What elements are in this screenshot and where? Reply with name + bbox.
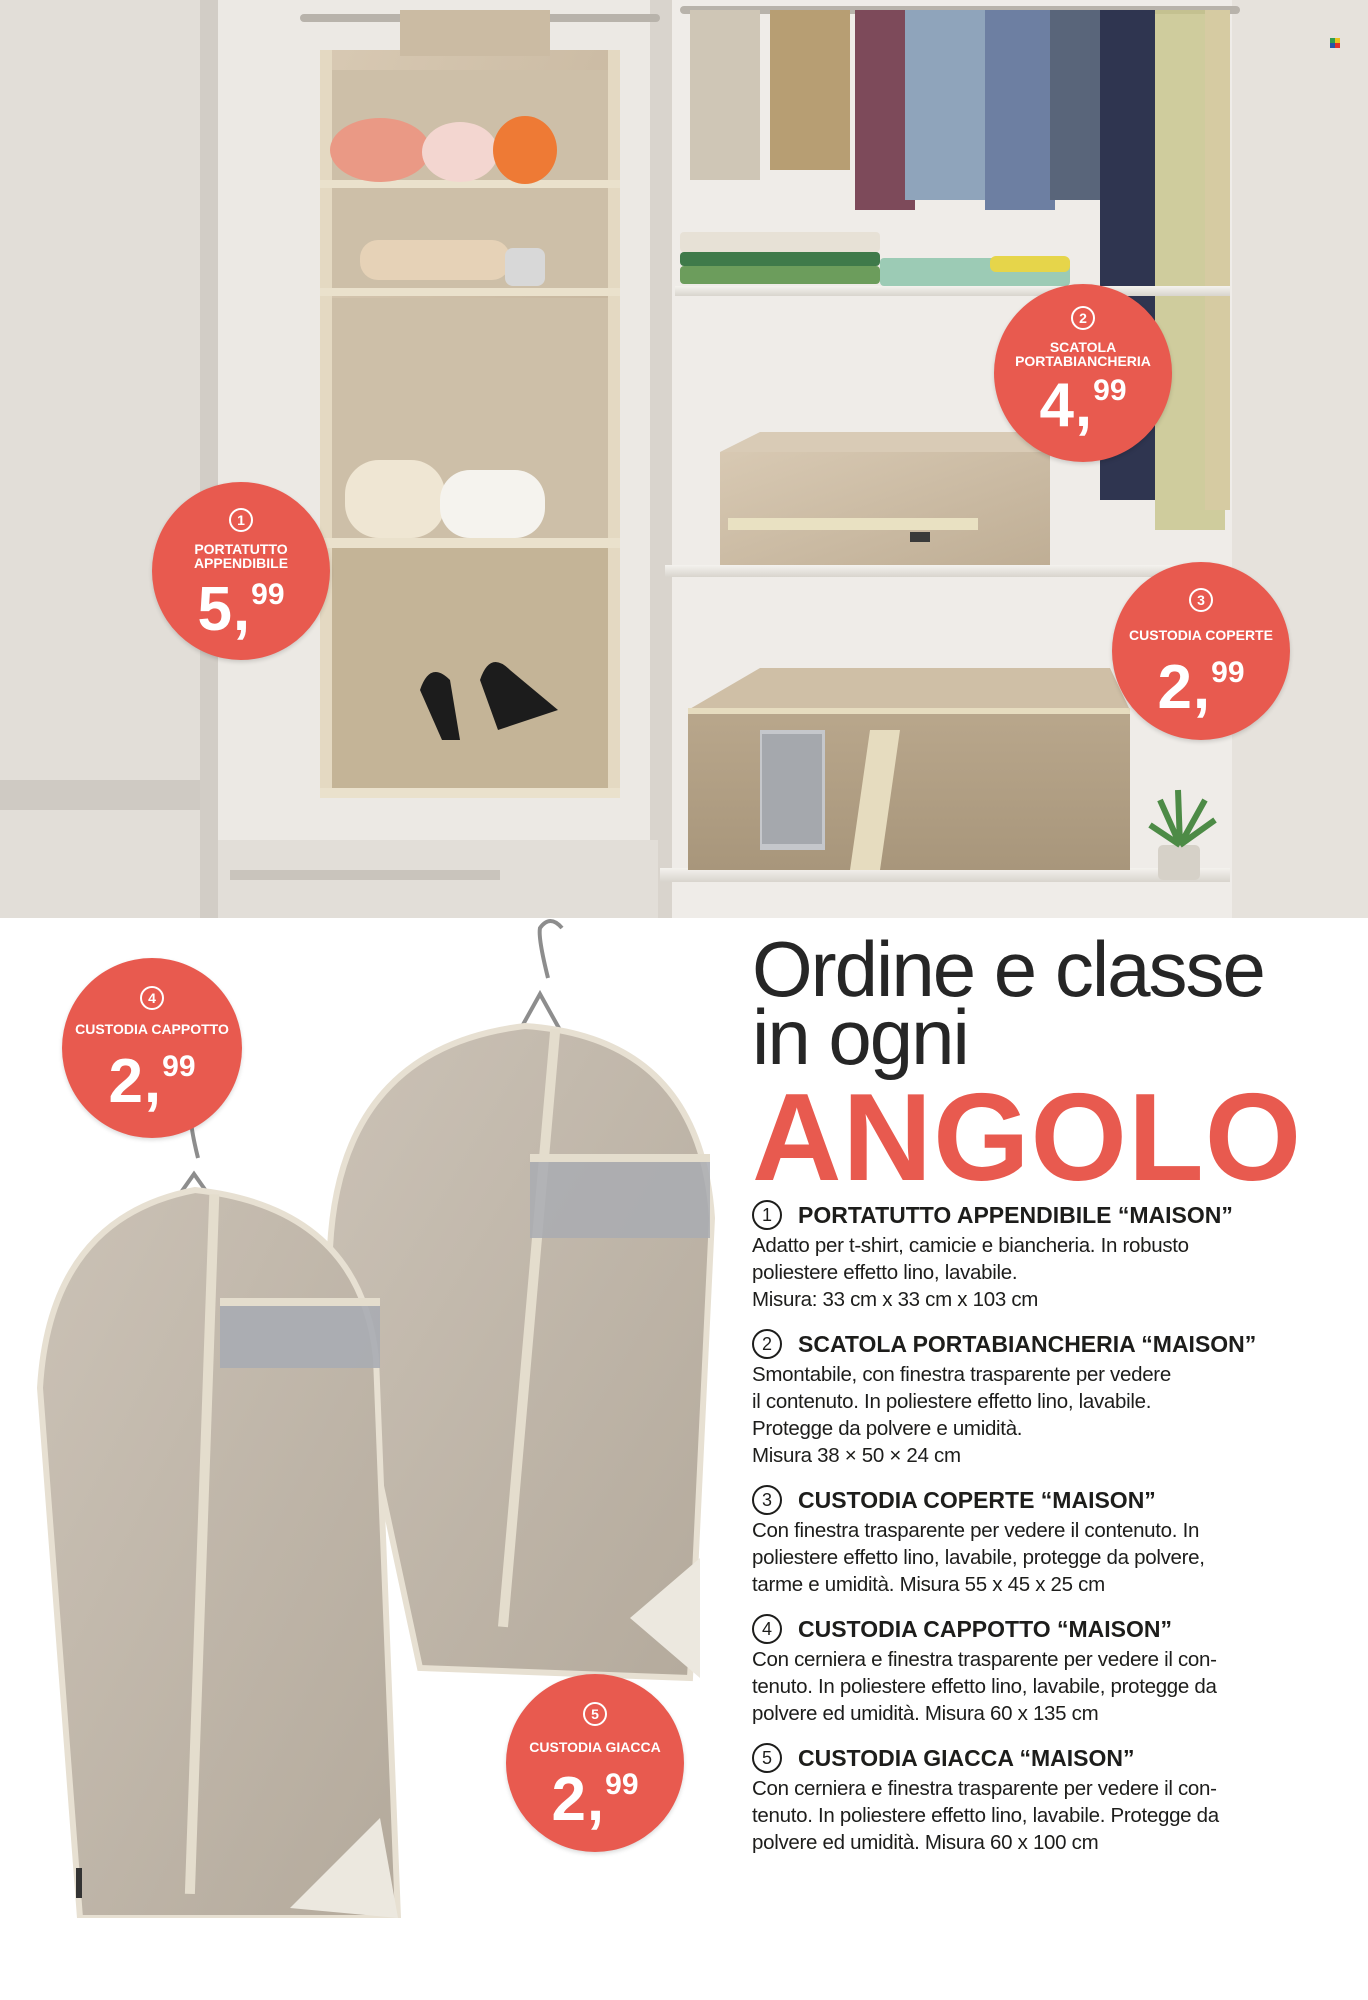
desc-line: Adatto per t-shirt, camicie e biancheria. In robusto	[752, 1234, 1189, 1257]
product-name: CUSTODIA COPERTE “MAISON”	[798, 1486, 1156, 1513]
desc-line: poliestere effetto lino, lavabile, protegge da polvere,	[752, 1546, 1205, 1569]
product-description	[752, 1361, 1352, 1469]
desc-line: tarme e umidità. Misura 55 x 45 x 25 cm	[752, 1573, 1105, 1596]
badge-label: CUSTODIA GIACCA	[529, 1739, 661, 1755]
product-list	[752, 1198, 1352, 1870]
product-description	[752, 1232, 1352, 1313]
headline	[752, 925, 1352, 1207]
badge-price: 2,99	[551, 1765, 639, 1834]
desc-line: poliestere effetto lino, lavabile.	[752, 1261, 1018, 1284]
desc-line: Smontabile, con finestra trasparente per vedere	[752, 1363, 1171, 1386]
product-description	[752, 1646, 1352, 1727]
badge-price: 2,99	[108, 1047, 196, 1116]
badge-label: CUSTODIA COPERTE	[1129, 627, 1273, 643]
headline-line-1: Ordine e classe	[752, 925, 1264, 1013]
badge-label: PORTATUTTO APPENDIBILE	[193, 541, 289, 571]
badge-number: 5	[583, 1702, 607, 1726]
product-name: CUSTODIA CAPPOTTO “MAISON”	[798, 1615, 1172, 1642]
product-number: 4	[752, 1614, 782, 1644]
product-item	[752, 1741, 1352, 1856]
product-title	[752, 1327, 1352, 1361]
badge-price: 2,99	[1157, 653, 1245, 722]
badge-number: 2	[1071, 306, 1095, 330]
product-item	[752, 1612, 1352, 1727]
price-badge-giacca	[506, 1674, 684, 1852]
desc-line: Misura 38 × 50 × 24 cm	[752, 1444, 961, 1467]
badge-label: SCATOLA PORTABIANCHERIA	[1015, 339, 1151, 369]
brand-logo-icon	[1330, 38, 1340, 48]
desc-line: polvere ed umidità. Misura 60 x 100 cm	[752, 1831, 1099, 1854]
desc-line: Con cerniera e finestra trasparente per vedere il con-	[752, 1648, 1217, 1671]
badge-price: 5,99	[197, 575, 285, 644]
product-description	[752, 1775, 1352, 1856]
desc-line: Misura: 33 cm x 33 cm x 103 cm	[752, 1288, 1039, 1311]
product-item	[752, 1327, 1352, 1469]
product-item	[752, 1483, 1352, 1598]
product-description	[752, 1517, 1352, 1598]
desc-line: Con finestra trasparente per vedere il contenuto. In	[752, 1519, 1200, 1542]
product-number: 1	[752, 1200, 782, 1230]
product-name: PORTATUTTO APPENDIBILE “MAISON”	[798, 1201, 1233, 1228]
wardrobe-photo	[0, 0, 1368, 918]
badge-number: 3	[1189, 588, 1213, 612]
product-title	[752, 1483, 1352, 1517]
headline-accent: ANGOLO	[752, 1069, 1303, 1207]
price-badge-coperte	[1112, 562, 1290, 740]
badge-number: 1	[229, 508, 253, 532]
wardrobe-illustration	[0, 0, 1368, 918]
badge-number: 4	[140, 986, 164, 1010]
product-title	[752, 1741, 1352, 1775]
product-name: SCATOLA PORTABIANCHERIA “MAISON”	[798, 1330, 1257, 1357]
product-title	[752, 1198, 1352, 1232]
desc-line: Protegge da polvere e umidità.	[752, 1417, 1023, 1440]
product-item	[752, 1198, 1352, 1313]
desc-line: tenuto. In poliestere effetto lino, lavabile, protegge da	[752, 1675, 1217, 1698]
product-number: 3	[752, 1485, 782, 1515]
price-badge-cappotto	[62, 958, 242, 1138]
product-number: 5	[752, 1743, 782, 1773]
product-title	[752, 1612, 1352, 1646]
badge-label: CUSTODIA CAPPOTTO	[75, 1021, 229, 1037]
price-badge-portatutto	[152, 482, 330, 660]
headline-line-2: in ogni	[752, 993, 968, 1081]
desc-line: Con cerniera e finestra trasparente per vedere il con-	[752, 1777, 1217, 1800]
product-name: CUSTODIA GIACCA “MAISON”	[798, 1744, 1135, 1771]
desc-line: il contenuto. In poliestere effetto lino, lavabile.	[752, 1390, 1152, 1413]
desc-line: polvere ed umidità. Misura 60 x 135 cm	[752, 1702, 1099, 1725]
badge-price: 4,99	[1039, 371, 1127, 440]
desc-line: tenuto. In poliestere effetto lino, lavabile. Protegge da	[752, 1804, 1219, 1827]
price-badge-scatola	[994, 284, 1172, 462]
product-number: 2	[752, 1329, 782, 1359]
